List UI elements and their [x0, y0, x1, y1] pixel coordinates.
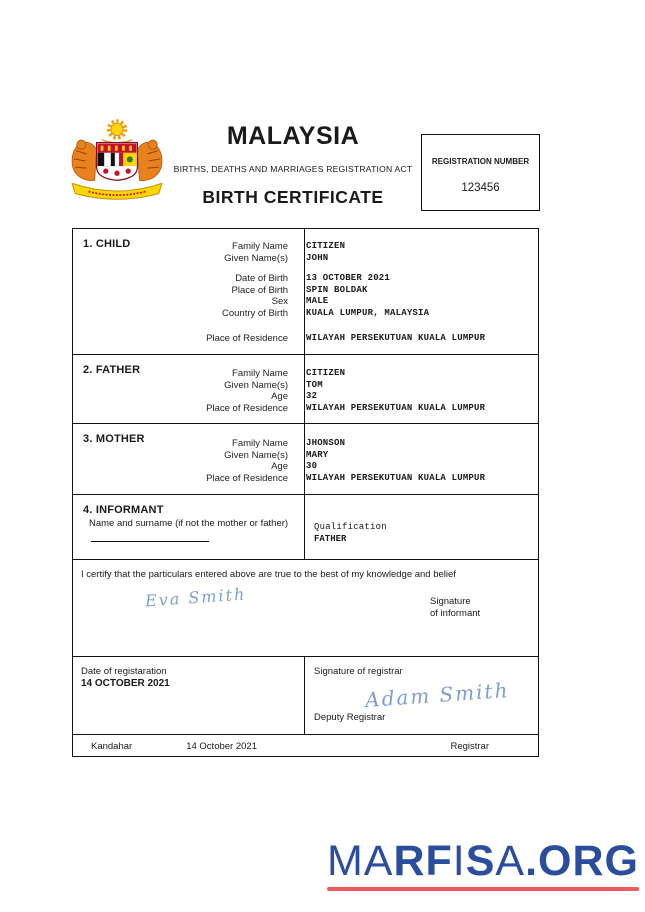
field-place-of-residence	[73, 403, 538, 415]
field-place-of-residence	[73, 333, 538, 345]
field-label: Given Name(s)	[224, 379, 288, 391]
field-value: JHONSON	[306, 438, 346, 448]
field-value: CITIZEN	[306, 241, 346, 251]
field-value: MARY	[306, 449, 329, 460]
field-given-names	[73, 450, 538, 462]
field-label: Age	[271, 391, 288, 402]
footer-role: Registrar	[450, 741, 489, 752]
registrar-signature: Adam Smith	[364, 677, 511, 713]
informant-section	[73, 494, 538, 559]
father-section	[73, 354, 538, 423]
registrar-title: Deputy Registrar	[314, 712, 386, 723]
country-title: MALAYSIA	[226, 122, 360, 150]
column-divider	[304, 657, 305, 734]
field-place-of-residence	[73, 473, 538, 485]
act-line: BIRTHS, DEATHS AND MARRIAGES REGISTRATION ACT	[173, 164, 413, 174]
field-age	[73, 391, 538, 403]
field-value: 13 OCTOBER 2021	[306, 273, 391, 283]
field-label: Date of Birth	[235, 273, 288, 284]
marfisa-logo	[327, 838, 639, 891]
field-value: WILAYAH PERSEKUTUAN KUALA LUMPUR	[306, 402, 486, 413]
certification-statement: I certify that the particulars entered above are true to the best of my knowledge and belief	[81, 569, 456, 580]
mother-section-title: 3. MOTHER	[83, 433, 145, 445]
field-country-of-birth	[73, 308, 538, 320]
informant-name-blank-line	[91, 541, 209, 542]
field-value: JOHN	[306, 252, 329, 263]
field-label: Family Name	[232, 368, 288, 379]
field-label: Place of Residence	[206, 333, 288, 344]
marfisa-logo-text: MARFISA.ORG	[326, 837, 639, 885]
field-value: 32	[306, 391, 318, 401]
field-label: Family Name	[232, 241, 288, 252]
field-given-names	[73, 380, 538, 392]
certification-section	[73, 559, 538, 656]
informant-name-label: Name and surname (if not the mother or father)	[89, 518, 289, 529]
qualification-value: FATHER	[314, 534, 347, 544]
field-family-name	[73, 368, 538, 380]
registration-section	[73, 656, 538, 734]
field-given-names	[73, 253, 538, 265]
document-title: BIRTH CERTIFICATE	[202, 187, 384, 207]
field-label: Country of Birth	[222, 307, 288, 319]
field-age	[73, 461, 538, 473]
field-label: Place of Residence	[206, 402, 288, 414]
field-sex	[73, 296, 538, 308]
father-section-title: 2. FATHER	[83, 364, 141, 376]
mother-section	[73, 423, 538, 494]
child-section-title: 1. CHILD	[83, 238, 131, 250]
header	[170, 122, 416, 208]
field-value: 30	[306, 461, 318, 471]
field-date-of-birth	[73, 273, 538, 285]
field-value: KUALA LUMPUR, MALAYSIA	[306, 307, 430, 318]
footer-date: 14 October 2021	[186, 741, 257, 752]
field-label: Age	[271, 461, 288, 472]
field-label: Sex	[271, 296, 288, 307]
malaysia-coat-of-arms-icon	[64, 118, 170, 206]
registration-number-label: REGISTRATION NUMBER	[431, 157, 530, 166]
field-value: WILAYAH PERSEKUTUAN KUALA LUMPUR	[306, 472, 486, 483]
registrar-signature-label: Signature of registrar	[314, 666, 403, 677]
field-place-of-birth	[73, 285, 538, 297]
field-label: Place of Residence	[206, 472, 288, 484]
field-value: SPIN BOLDAK	[306, 284, 368, 295]
child-section	[73, 229, 538, 354]
certificate-table	[72, 228, 539, 757]
field-value: CITIZEN	[306, 368, 346, 378]
registration-number-value: 123456	[461, 182, 500, 194]
informant-section-title: 4. INFORMANT	[83, 504, 164, 516]
informant-signature: Eva Smith	[144, 584, 247, 611]
field-label: Given Name(s)	[224, 252, 288, 264]
registration-date-label: Date of registaration	[81, 666, 167, 677]
signature-of-informant-caption: Signature of informant	[430, 596, 481, 619]
marfisa-logo-underline	[327, 887, 639, 891]
registration-number-box	[421, 134, 540, 211]
field-family-name	[73, 241, 538, 253]
field-label: Given Name(s)	[224, 449, 288, 461]
field-label: Place of Birth	[231, 284, 288, 296]
field-value: MALE	[306, 296, 329, 306]
footer-row	[73, 734, 538, 758]
column-divider	[304, 495, 305, 559]
field-label: Family Name	[232, 438, 288, 449]
footer-place: Kandahar	[91, 741, 133, 752]
field-value: WILAYAH PERSEKUTUAN KUALA LUMPUR	[306, 333, 486, 343]
field-value: TOM	[306, 379, 323, 390]
field-family-name	[73, 438, 538, 450]
qualification-label: Qualification	[314, 522, 387, 532]
registration-date-value: 14 OCTOBER 2021	[81, 678, 170, 689]
